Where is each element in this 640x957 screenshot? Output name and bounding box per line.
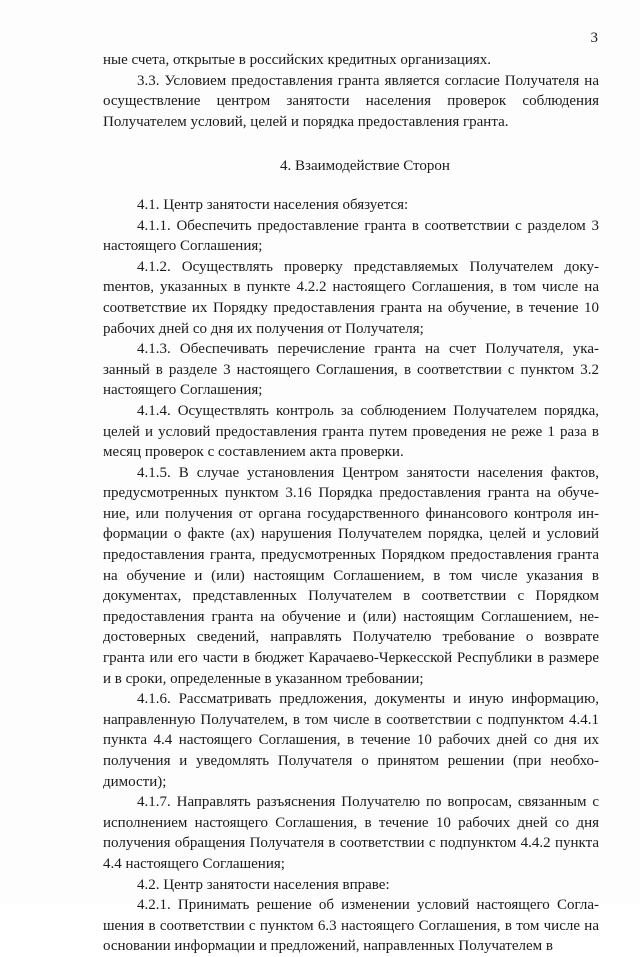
paragraph-4-1-3: 4.1.3. Обеспечивать перечисление гранта на счет Получателя, указанный в разделе 3 настоящего Соглашения, в соответствии с пунктом 3.2 настоящего Соглашения;: [103, 341, 599, 399]
paragraph-4-1-1: 4.1.1. Обеспечить предоставление гранта в соответствии с разделом 3 настоящего Соглашения;: [103, 217, 599, 255]
paragraph-4-2: 4.2. Центр занятости населения вправе:: [137, 876, 390, 893]
paragraph-continuation: ные счета, открытые в российских кредитных организациях.: [103, 52, 492, 68]
document-body: [103, 50, 599, 957]
paragraph-4-1-6: 4.1.6. Рассматривать предложения, документы и иную информацию, направленную Получателем, в том числе в соответствии с подпунктом 4.4.1 пункта 4.4 настоящего Соглашения, в течение 10 рабочих дней со дня их получения и уведомлять Получателя о принятом решении (при необходимости);: [103, 691, 599, 790]
paragraph-4-1-5: 4.1.5. В случае установления Центром занятости населения фактов, предусмотренных пунктом 3.16 Порядка предоставления гранта на обучение, или получения от органа государственного финансового контроля информации о факте (ах) нарушения Получателем порядка, целей и условий предоставления гранта, предусмотренных Порядком предоставления гранта на обучение и (или) настоящим Соглашением, в том числе указания в документах, представленных Получателем в соответствии с Порядком предоставления гранта на обучение и (или) настоящим Соглашением, недостоверных сведений, направлять Получателю требование о возврате гранта или его части в бюджет Карачаево-Черкесской Республики в размере и в сроки, определенные в указанном требовании;: [103, 464, 599, 687]
paragraph-3-3: 3.3. Условием предоставления гранта является согласие Получателя на осуществление центром занятости населения проверок соблюдения Получателем условий, целей и порядка предоставления гранта.: [103, 72, 599, 130]
paragraph-4-1-2: 4.1.2. Осуществлять проверку представляемых Получателем докуmентов, указанных в пункте 4.2.2 настоящего Соглашения, в том числе на соответствие их Порядку предоставления гранта на обучение, в течение 10 рабочих дней со дня их получения от Получателя;: [103, 258, 599, 337]
paragraph-4-2-1: 4.2.1. Принимать решение об изменении условий настоящего Соглашения в соответствии с пунктом 6.3 настоящего Соглашения, в том числе на основании информации и предложений, направленных Получателем в: [103, 897, 599, 955]
page-number: 3: [590, 30, 598, 46]
paragraph-4-1-7: 4.1.7. Направлять разъяснения Получателю по вопросам, связанным с исполнением настоящего Соглашения, в течение 10 рабочих дней со дня получения обращения Получателя в соответствии с подпунктом 4.4.2 пункта 4.4 настоящего Соглашения;: [103, 794, 599, 872]
paragraph-4-1: 4.1. Центр занятости населения обязуется:: [137, 196, 409, 213]
section-heading: 4. Взаимодействие Сторон: [280, 158, 450, 175]
paragraph-4-1-4: 4.1.4. Осуществлять контроль за соблюдением Получателем порядка, целей и условий предоставления гранта путем проведения не реже 1 раза в месяц проверок с составлением акта проверки.: [103, 402, 599, 461]
